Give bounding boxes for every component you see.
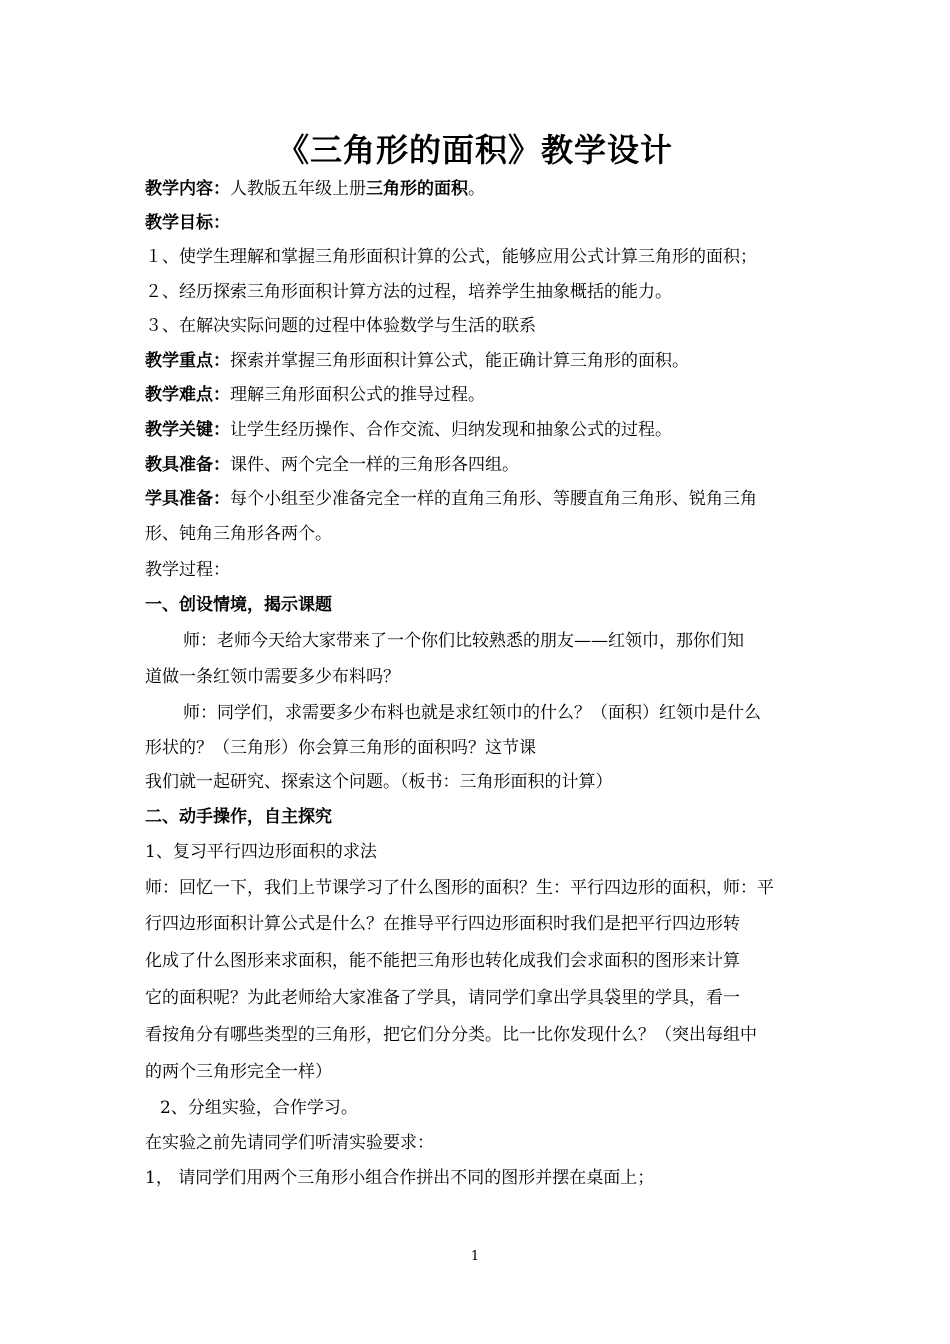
section-2-paragraph: 师：回忆一下，我们上节课学习了什么图形的面积？生：平行四边形的面积，师：平 bbox=[145, 878, 774, 898]
section-1-paragraph: 师：同学们，求需要多少布料也就是求红领巾的什么？（面积）红领巾是什么 bbox=[183, 703, 761, 723]
goal-item: ２、经历探索三角形面积计算方法的过程，培养学生抽象概括的能力。 bbox=[145, 282, 672, 302]
key-point-line bbox=[145, 350, 820, 372]
student-tools-continued: 形、钝角三角形各两个。 bbox=[145, 524, 332, 544]
student-tools-label: 学具准备： bbox=[145, 489, 230, 509]
section-2-subheading: 1、复习平行四边形面积的求法 bbox=[145, 842, 377, 862]
key-line bbox=[145, 419, 820, 441]
document-title: 《三角形的面积》教学设计 bbox=[276, 131, 673, 169]
key-point-label: 教学重点： bbox=[145, 351, 230, 371]
goal-item: １、使学生理解和掌握三角形面积计算的公式，能够应用公式计算三角形的面积； bbox=[145, 247, 757, 267]
key-label: 教学关键： bbox=[145, 420, 230, 440]
section-2-paragraph: 行四边形面积计算公式是什么？在推导平行四边形面积时我们是把平行四边形转 bbox=[145, 914, 740, 934]
section-2-heading: 二、动手操作，自主探究 bbox=[145, 807, 332, 827]
section-1-paragraph: 形状的？（三角形）你会算三角形的面积吗？这节课 bbox=[145, 738, 536, 758]
section-1-paragraph: 我们就一起研究、探索这个问题。（板书：三角形面积的计算） bbox=[145, 772, 613, 792]
section-2-paragraph: 看按角分有哪些类型的三角形，把它们分分类。比一比你发现什么？（突出每组中 bbox=[145, 1025, 757, 1045]
experiment-requirement: 1， 请同学们用两个三角形小组合作拼出不同的图形并摆在桌面上； bbox=[145, 1168, 655, 1188]
goal-item: ３、在解决实际问题的过程中体验数学与生活的联系 bbox=[145, 316, 536, 336]
difficulty-text: 理解三角形面积公式的推导过程。 bbox=[230, 385, 485, 405]
section-1-heading: 一、创设情境，揭示课题 bbox=[145, 595, 332, 615]
student-tools-line bbox=[145, 488, 820, 510]
goals-heading: 教学目标： bbox=[145, 213, 230, 233]
teacher-tools-line bbox=[145, 454, 820, 476]
section-1-paragraph: 道做一条红领巾需要多少布料吗？ bbox=[145, 667, 400, 687]
difficulty-line bbox=[145, 384, 820, 406]
teacher-tools-label: 教具准备： bbox=[145, 455, 230, 475]
difficulty-label: 教学难点： bbox=[145, 385, 230, 405]
key-text: 让学生经历操作、合作交流、归纳发现和抽象公式的过程。 bbox=[230, 420, 672, 440]
key-point-text: 探索并掌握三角形面积计算公式，能正确计算三角形的面积。 bbox=[230, 351, 689, 371]
page-number: 1 bbox=[470, 1249, 480, 1264]
section-2-subheading: 2、分组实验，合作学习。 bbox=[160, 1098, 358, 1118]
teaching-content-topic: 三角形的面积 bbox=[366, 179, 468, 199]
teaching-content-text: 人教版五年级上册 bbox=[230, 179, 366, 199]
section-2-paragraph: 化成了什么图形来求面积，能不能把三角形也转化成我们会求面积的图形来计算 bbox=[145, 951, 740, 971]
teaching-content-line bbox=[145, 178, 820, 200]
student-tools-text: 每个小组至少准备完全一样的直角三角形、等腰直角三角形、锐角三角 bbox=[230, 489, 757, 509]
process-heading: 教学过程： bbox=[145, 560, 230, 580]
teacher-tools-text: 课件、两个完全一样的三角形各四组。 bbox=[230, 455, 519, 475]
section-2-paragraph: 它的面积呢？为此老师给大家准备了学具，请同学们拿出学具袋里的学具，看一 bbox=[145, 988, 740, 1008]
section-2-paragraph: 的两个三角形完全一样） bbox=[145, 1062, 332, 1082]
section-1-paragraph: 师：老师今天给大家带来了一个你们比较熟悉的朋友——红领巾，那你们知 bbox=[183, 631, 744, 651]
experiment-intro: 在实验之前先请同学们听清实验要求： bbox=[145, 1133, 434, 1153]
teaching-content-label: 教学内容： bbox=[145, 179, 230, 199]
teaching-content-end: 。 bbox=[468, 179, 485, 199]
